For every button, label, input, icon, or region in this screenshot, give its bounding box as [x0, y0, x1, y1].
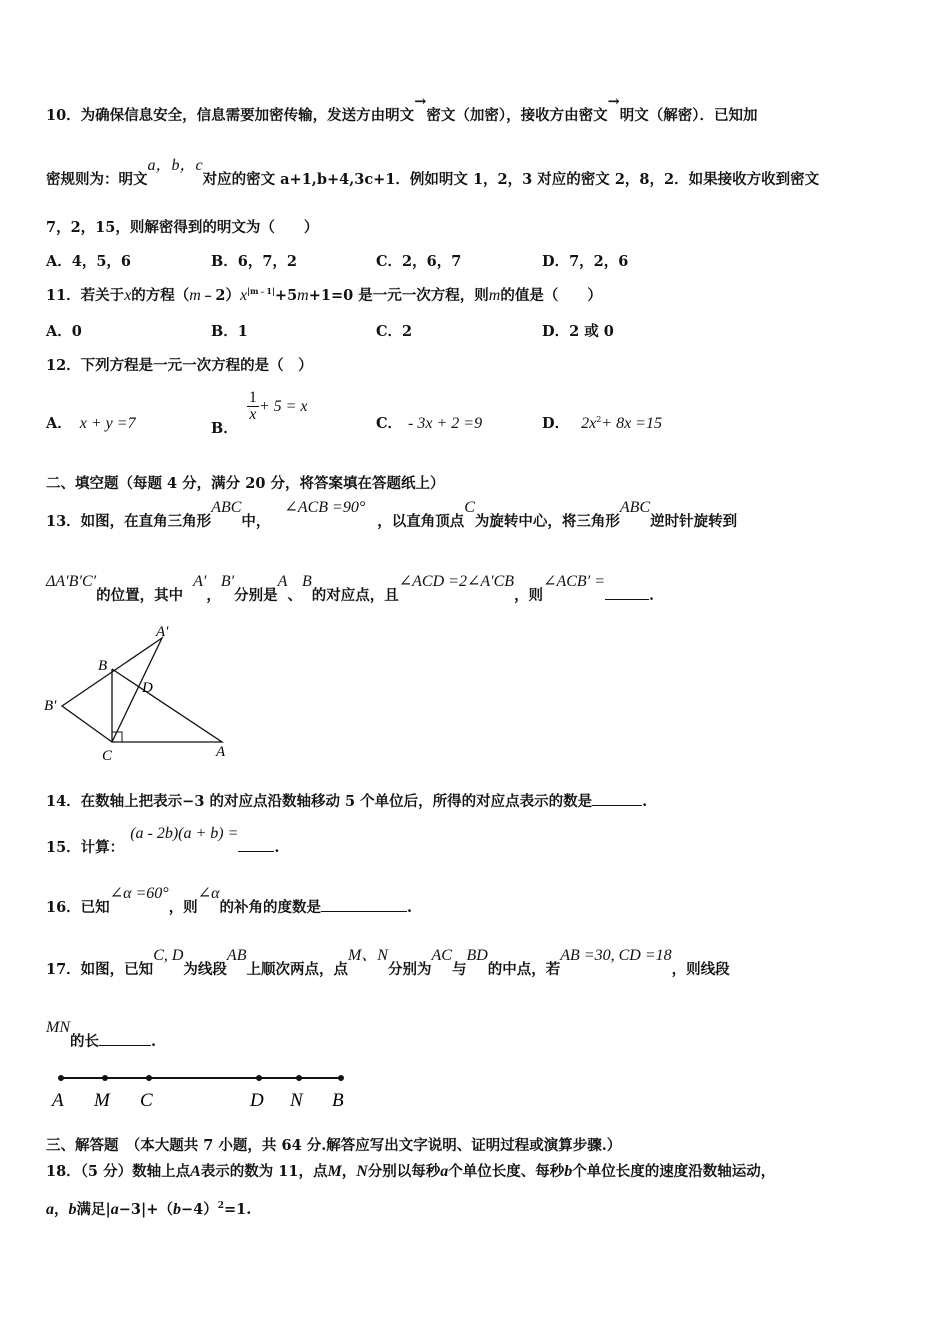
q17-text-d: 分别为 [387, 961, 432, 978]
q13-text-i: 的对应点，且 [311, 587, 399, 604]
point-b [338, 1075, 344, 1081]
q17-ab: AB [226, 947, 247, 964]
q13-answer-blank [605, 587, 649, 600]
q11-var-x: x [124, 287, 132, 304]
q18-l2-text-f: −3|+（ [118, 1201, 173, 1218]
point-m [102, 1075, 108, 1081]
q14-answer-blank [592, 793, 642, 806]
q12-frac-num: 1 [248, 389, 257, 406]
q17-line2 [46, 1019, 157, 1051]
q18-line2 [46, 1198, 251, 1219]
point-n [296, 1075, 302, 1081]
q10-text-b: 密文（加密），接收方由密文 [426, 107, 608, 124]
q17-mn: M、N [347, 947, 388, 964]
q15-answer-blank [238, 839, 274, 852]
section2-heading: 二、填空题（每题 4 分，满分 20 分，将答案填在答题纸上） [46, 475, 445, 492]
q10-line2 [46, 157, 820, 189]
q14-end: . [642, 793, 648, 810]
fig13-label-c: C [102, 748, 113, 764]
fig17-label-a: A [52, 1090, 64, 1111]
fig17-label-d: D [250, 1090, 264, 1111]
q11-var-m3: m [488, 287, 501, 304]
q18-l2-sup: 2 [217, 1201, 224, 1212]
q18-text-e: 个单位长度的速度沿数轴运动， [572, 1163, 776, 1180]
fig13-label-ap: A′ [156, 624, 169, 640]
q13-ask: ∠ACB′ = [543, 573, 605, 590]
q15-expression: (a - 2b)(a + b) = [130, 825, 239, 842]
q12-expr-b: + 5 = x [258, 397, 308, 415]
q17-text-h: 的长 [70, 1033, 99, 1050]
q12-question: 12．下列方程是一元一次方程的是（ ） [46, 357, 313, 374]
q18-l2-comma: ， [54, 1201, 69, 1218]
q11-var-m2: m [297, 287, 309, 304]
q12-expr-d1: 2x [581, 415, 597, 432]
q16-text-b: ，则 [168, 899, 198, 916]
q18-comma: ， [341, 1163, 357, 1180]
q17-mn-label: MN [46, 1019, 70, 1036]
q13-a-prime: A′ [193, 573, 207, 590]
q12-label-d: D． [542, 415, 570, 432]
q13-line1 [46, 499, 738, 531]
q17-bd: BD [466, 947, 488, 964]
q12-fraction [247, 390, 259, 423]
q14-line [46, 790, 647, 811]
q16-text-a: 16．已知 [46, 899, 110, 916]
q10-text-c: 明文（解密）．已知加 [619, 107, 758, 124]
fig13-label-b: B [98, 658, 108, 674]
q17-answer-blank [99, 1033, 151, 1046]
q11-option-a: A．0 [46, 323, 82, 340]
q15-line [46, 825, 280, 857]
q16-text-c: 的补角的度数是 [219, 899, 321, 916]
q13-b-prime: B′ [220, 573, 235, 590]
q11-var-x2: x [239, 287, 248, 304]
q12-expr-a: x + y =7 [79, 415, 136, 432]
q13-end: . [648, 587, 655, 604]
q13-text-d: 为旋转中心，将三角形 [474, 513, 620, 530]
q16-answer-blank [321, 899, 407, 912]
q11-text-a: 11．若关于 [46, 287, 125, 304]
q11-line [46, 284, 602, 305]
q13-text-e: 逆时针旋转到 [650, 513, 738, 530]
q18-l2-b2: b [172, 1201, 181, 1218]
q18-l2-text-i: =1. [223, 1201, 252, 1218]
q12-label-b: B． [211, 419, 238, 437]
q12-option-a [46, 412, 136, 433]
q11-text-b: 的方程（ [131, 287, 190, 304]
q13-c: C [464, 499, 475, 516]
q11-text-d: +5 [274, 287, 298, 304]
q13-text-b: 中， [241, 513, 271, 530]
q18-text-d: 个单位长度、每秒 [448, 1163, 565, 1180]
q18-l2-text-h: −4） [180, 1201, 218, 1218]
q13-text-a: 13．如图，在直角三角形 [46, 513, 212, 530]
q12-option-d [542, 412, 662, 433]
q18-var-a: a [440, 1163, 449, 1180]
q13-text-j: ，则 [514, 587, 544, 604]
q18-text-a: 18．（5 分）数轴上点 [46, 1163, 191, 1180]
fig13-label-bp: B′ [44, 698, 57, 714]
q16-line [46, 885, 413, 917]
q11-option-d: D．2 或 0 [542, 323, 614, 340]
q17-text-e: 与 [451, 961, 467, 978]
arrow-icon: → [607, 93, 620, 110]
triangle-abc [112, 669, 222, 742]
q13-triangle: ΔA′B′C′ [46, 573, 97, 590]
q10-abc: a，b，c [147, 157, 203, 174]
point-a [58, 1075, 64, 1081]
q13-b: B [301, 573, 312, 590]
q12-option-c [376, 412, 482, 433]
q17-cd: C, D [153, 947, 184, 964]
q13-abc2: ABC [619, 499, 651, 516]
arrow-icon: → [414, 93, 427, 110]
q17-ac: AC [431, 947, 452, 964]
q13-abc: ABC [211, 499, 242, 516]
q16-end: . [407, 899, 413, 916]
q15-text: 15．计算： [46, 839, 125, 856]
q14-text: 14．在数轴上把表示−3 的对应点沿数轴移动 5 个单位后，所得的对应点表示的数是 [46, 793, 593, 810]
q16-alpha: ∠α [197, 885, 220, 902]
q13-text-f: 的位置，其中 [96, 587, 184, 604]
q13-angle: ∠ACB =90° [284, 499, 366, 516]
q18-m: M [327, 1163, 342, 1180]
q10-option-b: B．6，7，2 [211, 253, 298, 270]
q10-line3: 7，2，15，则解密得到的明文为（ ） [46, 219, 319, 236]
fig17-label-n: N [290, 1090, 303, 1111]
q18-a: A [190, 1163, 201, 1180]
right-angle-mark [112, 732, 122, 742]
q10-text-a: 10．为确保信息安全，信息需要加密传输，发送方由明文 [46, 107, 415, 124]
q17-end: . [151, 1033, 157, 1050]
q11-text-f: 的值是（ ） [500, 287, 602, 304]
q17-text-f: 的中点，若 [487, 961, 561, 978]
section3-heading: 三、解答题 （本大题共 7 小题，共 64 分.解答应写出文字说明、证明过程或演算步骤.） [46, 1137, 622, 1154]
fig17-label-m: M [94, 1090, 110, 1111]
q12-expr-c: - 3x + 2 =9 [408, 415, 483, 432]
q13-text-c: ，以直角顶点 [377, 513, 465, 530]
q17-figure [40, 1066, 360, 1112]
q18-text-c: 分别以每秒 [367, 1163, 441, 1180]
fig17-label-b: B [332, 1090, 344, 1111]
q11-text-c: ﹣2） [200, 287, 240, 304]
q11-option-b: B．1 [211, 323, 248, 340]
point-d [256, 1075, 262, 1081]
q18-l2-a2: a [110, 1201, 119, 1218]
q13-line2 [46, 573, 655, 605]
q18-n: N [356, 1163, 368, 1180]
q10-text-e: 对应的密文 a+1,b+4,3c+1．例如明文 1，2，3 对应的密文 2，8，2．如果接收方收到密文 [202, 171, 820, 188]
q10-option-c: C．2，6，7 [376, 253, 462, 270]
q12-expr-d2: + 8x =15 [601, 415, 662, 432]
q10-option-d: D．7，2，6 [542, 253, 629, 270]
q11-var-m: m [189, 287, 201, 304]
q17-line1 [46, 947, 730, 979]
q12-label-c: C． [376, 415, 403, 432]
q10-line1 [46, 93, 758, 125]
q11-text-e: +1=0 是一元一次方程，则 [308, 287, 489, 304]
q18-l2-b: b [68, 1201, 77, 1218]
q17-text-b: 为线段 [183, 961, 227, 978]
q18-l2-text-d: 满足| [76, 1201, 111, 1218]
q16-angle: ∠α =60° [109, 885, 169, 902]
q18-line1 [46, 1160, 775, 1181]
q13-sep: ， [206, 587, 221, 604]
fig13-label-a: A [216, 744, 226, 760]
q11-exponent: |m﹣1| [247, 286, 275, 297]
q10-text-d: 密规则为：明文 [46, 171, 148, 188]
q12-label-a: A． [46, 415, 72, 432]
q13-text-h: 、 [287, 587, 302, 604]
q18-text-b: 表示的数为 11，点 [200, 1163, 328, 1180]
q17-text-a: 17．如图，已知 [46, 961, 154, 978]
q13-a: A [277, 573, 288, 590]
q17-values: AB =30, CD =18 [560, 947, 672, 964]
q10-option-a: A．4，5，6 [46, 253, 132, 270]
q18-l2-a: a [46, 1201, 54, 1218]
fig17-label-c: C [140, 1090, 153, 1111]
point-c [146, 1075, 152, 1081]
q12-expr-d-sup: 2 [596, 415, 602, 425]
q13-condition: ∠ACD =2∠A′CB [398, 573, 515, 590]
q12-frac-den: x [249, 406, 257, 423]
fig13-label-d: D [142, 680, 153, 696]
q13-figure [40, 618, 240, 764]
q18-var-b: b [564, 1163, 573, 1180]
q12-option-b [211, 389, 308, 437]
q13-text-g: 分别是 [234, 587, 278, 604]
q11-option-c: C．2 [376, 323, 413, 340]
q17-text-c: 上顺次两点，点 [246, 961, 348, 978]
q17-text-g: ，则线段 [671, 961, 730, 978]
q15-end: . [274, 839, 280, 856]
